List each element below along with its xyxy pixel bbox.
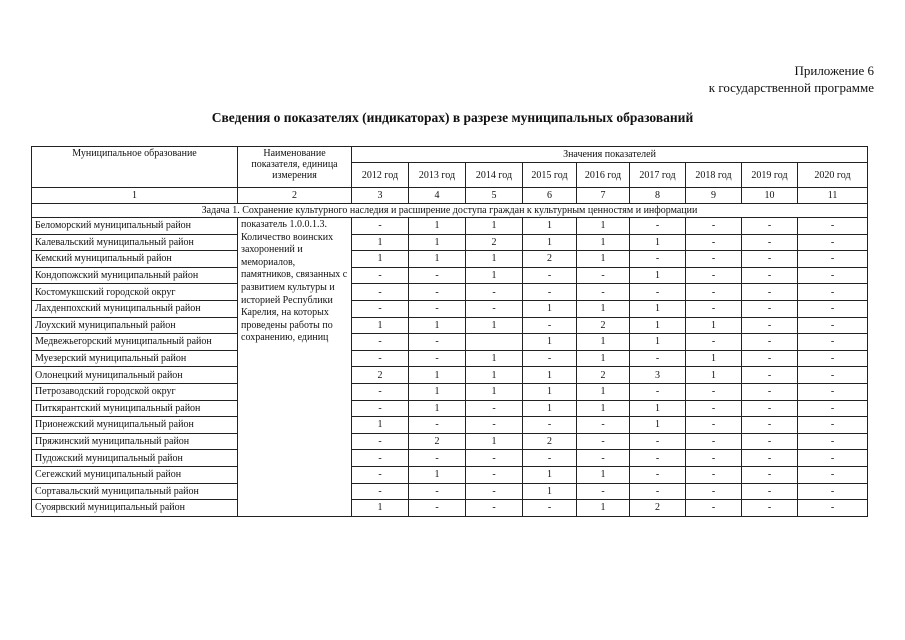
appendix-caption bbox=[709, 62, 874, 96]
value-cell: - bbox=[742, 466, 798, 483]
value-cell: - bbox=[577, 450, 630, 467]
value-cell: 1 bbox=[686, 350, 742, 367]
value-cell: - bbox=[352, 433, 409, 450]
value-cell: 1 bbox=[466, 251, 523, 268]
value-cell: 1 bbox=[352, 500, 409, 517]
value-cell: - bbox=[742, 300, 798, 317]
value-cell: - bbox=[686, 218, 742, 235]
value-cell: - bbox=[686, 284, 742, 301]
value-cell: 1 bbox=[523, 234, 577, 251]
value-cell: - bbox=[686, 251, 742, 268]
value-cell: 1 bbox=[523, 334, 577, 351]
column-number: 6 bbox=[523, 188, 577, 204]
value-cell: 1 bbox=[409, 234, 466, 251]
value-cell: - bbox=[630, 466, 686, 483]
municipality-name: Суоярвский муниципальный район bbox=[32, 500, 238, 517]
value-cell: - bbox=[742, 284, 798, 301]
value-cell: 1 bbox=[630, 400, 686, 417]
value-cell: - bbox=[352, 218, 409, 235]
header-values: Значения показателей bbox=[352, 147, 868, 163]
municipality-name: Питкярантский муниципальный район bbox=[32, 400, 238, 417]
value-cell: - bbox=[630, 433, 686, 450]
year-header: 2014 год bbox=[466, 163, 523, 188]
value-cell: - bbox=[630, 251, 686, 268]
value-cell: 1 bbox=[352, 317, 409, 334]
value-cell: 1 bbox=[352, 417, 409, 434]
column-number: 3 bbox=[352, 188, 409, 204]
value-cell: 1 bbox=[466, 433, 523, 450]
value-cell: - bbox=[466, 466, 523, 483]
table-row bbox=[32, 433, 868, 450]
value-cell: - bbox=[686, 383, 742, 400]
municipality-name: Олонецкий муниципальный район bbox=[32, 367, 238, 384]
value-cell: 1 bbox=[409, 317, 466, 334]
document-title: Сведения о показателях (индикаторах) в разрезе муниципальных образований bbox=[211, 110, 694, 125]
value-cell: - bbox=[523, 284, 577, 301]
municipality-name: Пудожский муниципальный район bbox=[32, 450, 238, 467]
value-cell: - bbox=[686, 483, 742, 500]
value-cell: - bbox=[742, 317, 798, 334]
value-cell: - bbox=[742, 450, 798, 467]
value-cell: - bbox=[466, 500, 523, 517]
value-cell: - bbox=[686, 400, 742, 417]
value-cell: - bbox=[630, 218, 686, 235]
value-cell: 1 bbox=[523, 400, 577, 417]
value-cell: - bbox=[742, 234, 798, 251]
value-cell: - bbox=[523, 350, 577, 367]
value-cell: - bbox=[798, 433, 868, 450]
value-cell: - bbox=[352, 350, 409, 367]
value-cell: - bbox=[409, 267, 466, 284]
value-cell: - bbox=[466, 417, 523, 434]
column-number: 10 bbox=[742, 188, 798, 204]
value-cell: 1 bbox=[523, 466, 577, 483]
value-cell: - bbox=[466, 400, 523, 417]
table-row bbox=[32, 367, 868, 384]
value-cell: - bbox=[523, 500, 577, 517]
municipality-name: Лоухский муниципальный район bbox=[32, 317, 238, 334]
municipality-name: Беломорский муниципальный район bbox=[32, 218, 238, 235]
value-cell: 1 bbox=[523, 483, 577, 500]
value-cell: - bbox=[742, 383, 798, 400]
year-header: 2015 год bbox=[523, 163, 577, 188]
column-number: 11 bbox=[798, 188, 868, 204]
column-number: 4 bbox=[409, 188, 466, 204]
municipality-name: Петрозаводский городской округ bbox=[32, 383, 238, 400]
value-cell: 1 bbox=[466, 317, 523, 334]
value-cell: - bbox=[798, 267, 868, 284]
value-cell: 1 bbox=[466, 383, 523, 400]
value-cell: - bbox=[466, 300, 523, 317]
year-header: 2012 год bbox=[352, 163, 409, 188]
year-header: 2018 год bbox=[686, 163, 742, 188]
table-row bbox=[32, 218, 868, 235]
task-title: Задача 1. Сохранение культурного наследия и расширение доступа граждан к культурным ценностям и информации bbox=[32, 204, 868, 218]
header-row bbox=[32, 147, 868, 163]
table-row bbox=[32, 450, 868, 467]
indicators-table bbox=[31, 146, 868, 517]
value-cell: - bbox=[686, 334, 742, 351]
value-cell: - bbox=[686, 466, 742, 483]
year-header: 2020 год bbox=[798, 163, 868, 188]
value-cell: - bbox=[798, 466, 868, 483]
value-cell: 2 bbox=[577, 317, 630, 334]
value-cell: - bbox=[466, 284, 523, 301]
value-cell: - bbox=[686, 417, 742, 434]
column-number: 7 bbox=[577, 188, 630, 204]
value-cell: - bbox=[352, 267, 409, 284]
column-number: 5 bbox=[466, 188, 523, 204]
value-cell: 1 bbox=[466, 267, 523, 284]
value-cell: - bbox=[352, 300, 409, 317]
value-cell: - bbox=[577, 433, 630, 450]
column-number: 9 bbox=[686, 188, 742, 204]
value-cell: - bbox=[630, 450, 686, 467]
header-indicator-name: Наименование показателя, единица измерения bbox=[238, 147, 352, 188]
value-cell: - bbox=[352, 284, 409, 301]
value-cell: - bbox=[798, 317, 868, 334]
value-cell: 2 bbox=[352, 367, 409, 384]
table-row bbox=[32, 267, 868, 284]
value-cell: - bbox=[466, 483, 523, 500]
value-cell: 1 bbox=[577, 234, 630, 251]
table-row bbox=[32, 234, 868, 251]
value-cell: - bbox=[686, 300, 742, 317]
municipality-name: Лахденпохский муниципальный район bbox=[32, 300, 238, 317]
value-cell: - bbox=[798, 367, 868, 384]
appendix-number: Приложение 6 bbox=[794, 63, 874, 78]
value-cell: 1 bbox=[577, 334, 630, 351]
value-cell: - bbox=[577, 267, 630, 284]
value-cell: - bbox=[742, 433, 798, 450]
value-cell: - bbox=[686, 450, 742, 467]
value-cell: 1 bbox=[466, 350, 523, 367]
value-cell: - bbox=[630, 284, 686, 301]
value-cell: - bbox=[523, 267, 577, 284]
value-cell: 1 bbox=[523, 218, 577, 235]
table-row bbox=[32, 251, 868, 268]
value-cell: 1 bbox=[409, 367, 466, 384]
value-cell: - bbox=[630, 350, 686, 367]
value-cell: 3 bbox=[630, 367, 686, 384]
municipality-name: Кемский муниципальный район bbox=[32, 251, 238, 268]
value-cell: - bbox=[742, 367, 798, 384]
value-cell: - bbox=[409, 300, 466, 317]
column-number: 1 bbox=[32, 188, 238, 204]
year-header: 2019 год bbox=[742, 163, 798, 188]
value-cell: 1 bbox=[352, 234, 409, 251]
value-cell: 1 bbox=[630, 417, 686, 434]
value-cell: 1 bbox=[409, 218, 466, 235]
value-cell: - bbox=[630, 383, 686, 400]
municipality-name: Медвежьегорский муниципальный район bbox=[32, 334, 238, 351]
municipality-name: Муезерский муниципальный район bbox=[32, 350, 238, 367]
value-cell: 1 bbox=[630, 334, 686, 351]
value-cell: - bbox=[742, 417, 798, 434]
value-cell: 2 bbox=[577, 367, 630, 384]
value-cell: 1 bbox=[352, 251, 409, 268]
value-cell: 1 bbox=[630, 267, 686, 284]
value-cell: - bbox=[798, 334, 868, 351]
value-cell: 1 bbox=[577, 383, 630, 400]
municipality-name: Костомукшский городской округ bbox=[32, 284, 238, 301]
value-cell: - bbox=[742, 267, 798, 284]
value-cell: - bbox=[352, 450, 409, 467]
value-cell: 2 bbox=[630, 500, 686, 517]
table-row bbox=[32, 334, 868, 351]
municipality-name: Сегежский муниципальный район bbox=[32, 466, 238, 483]
column-numbers-row bbox=[32, 188, 868, 204]
municipality-name: Кондопожский муниципальный район bbox=[32, 267, 238, 284]
table-row bbox=[32, 483, 868, 500]
value-cell: - bbox=[742, 334, 798, 351]
value-cell: - bbox=[798, 383, 868, 400]
value-cell: - bbox=[742, 483, 798, 500]
value-cell: - bbox=[686, 500, 742, 517]
table-row bbox=[32, 350, 868, 367]
table-row bbox=[32, 284, 868, 301]
header-municipality: Муниципальное образование bbox=[32, 147, 238, 188]
column-number: 2 bbox=[238, 188, 352, 204]
value-cell: - bbox=[352, 400, 409, 417]
column-number: 8 bbox=[630, 188, 686, 204]
value-cell: - bbox=[409, 450, 466, 467]
value-cell: 1 bbox=[577, 300, 630, 317]
appendix-reference: к государственной программе bbox=[708, 80, 874, 95]
year-header: 2016 год bbox=[577, 163, 630, 188]
value-cell: - bbox=[577, 284, 630, 301]
value-cell: 1 bbox=[577, 400, 630, 417]
table-row bbox=[32, 466, 868, 483]
value-cell: - bbox=[798, 500, 868, 517]
value-cell: 1 bbox=[630, 234, 686, 251]
value-cell: - bbox=[742, 400, 798, 417]
value-cell: - bbox=[523, 317, 577, 334]
value-cell: - bbox=[352, 334, 409, 351]
value-cell: 1 bbox=[409, 400, 466, 417]
value-cell: 1 bbox=[577, 350, 630, 367]
value-cell: - bbox=[798, 400, 868, 417]
value-cell: - bbox=[686, 433, 742, 450]
value-cell: - bbox=[798, 350, 868, 367]
value-cell: - bbox=[409, 417, 466, 434]
value-cell: 1 bbox=[466, 367, 523, 384]
value-cell: 1 bbox=[577, 251, 630, 268]
value-cell: 1 bbox=[686, 317, 742, 334]
value-cell: 1 bbox=[523, 367, 577, 384]
value-cell: - bbox=[352, 383, 409, 400]
value-cell: - bbox=[742, 218, 798, 235]
value-cell: - bbox=[409, 350, 466, 367]
value-cell: - bbox=[798, 234, 868, 251]
value-cell: - bbox=[577, 417, 630, 434]
value-cell: 1 bbox=[409, 251, 466, 268]
value-cell: - bbox=[409, 334, 466, 351]
value-cell: - bbox=[352, 466, 409, 483]
value-cell: 2 bbox=[523, 251, 577, 268]
value-cell: 1 bbox=[577, 218, 630, 235]
table-row bbox=[32, 400, 868, 417]
table-row bbox=[32, 500, 868, 517]
value-cell: - bbox=[630, 483, 686, 500]
value-cell: - bbox=[523, 450, 577, 467]
value-cell: - bbox=[686, 267, 742, 284]
value-cell: 1 bbox=[630, 300, 686, 317]
municipality-name: Сортавальский муниципальный район bbox=[32, 483, 238, 500]
value-cell bbox=[466, 334, 523, 351]
value-cell: - bbox=[409, 284, 466, 301]
value-cell: - bbox=[742, 500, 798, 517]
municipality-name: Калевальский муниципальный район bbox=[32, 234, 238, 251]
task-row bbox=[32, 204, 868, 218]
table-row bbox=[32, 300, 868, 317]
value-cell: 1 bbox=[523, 383, 577, 400]
value-cell: - bbox=[523, 417, 577, 434]
value-cell: 2 bbox=[466, 234, 523, 251]
value-cell: - bbox=[409, 483, 466, 500]
value-cell: - bbox=[742, 251, 798, 268]
value-cell: 1 bbox=[630, 317, 686, 334]
value-cell: 2 bbox=[409, 433, 466, 450]
year-header: 2017 год bbox=[630, 163, 686, 188]
value-cell: 1 bbox=[577, 500, 630, 517]
table-row bbox=[32, 317, 868, 334]
indicator-name: показатель 1.0.0.1.3. Количество воинских захоронений и мемориалов, памятников, связанных с развитием культуры и историей Республики Карелия, на которых проведены работы по сохранению, единиц bbox=[238, 218, 352, 517]
value-cell: - bbox=[686, 234, 742, 251]
value-cell: 1 bbox=[577, 466, 630, 483]
value-cell: - bbox=[798, 218, 868, 235]
value-cell: - bbox=[798, 483, 868, 500]
municipality-name: Прионежский муниципальный район bbox=[32, 417, 238, 434]
table-body bbox=[32, 147, 868, 517]
value-cell: 1 bbox=[466, 218, 523, 235]
table-row bbox=[32, 383, 868, 400]
value-cell: 1 bbox=[409, 383, 466, 400]
value-cell: 1 bbox=[686, 367, 742, 384]
value-cell: - bbox=[577, 483, 630, 500]
value-cell: 1 bbox=[409, 466, 466, 483]
value-cell: - bbox=[352, 483, 409, 500]
value-cell: 2 bbox=[523, 433, 577, 450]
value-cell: 1 bbox=[523, 300, 577, 317]
year-header: 2013 год bbox=[409, 163, 466, 188]
value-cell: - bbox=[798, 284, 868, 301]
value-cell: - bbox=[466, 450, 523, 467]
value-cell: - bbox=[798, 251, 868, 268]
value-cell: - bbox=[798, 300, 868, 317]
value-cell: - bbox=[742, 350, 798, 367]
value-cell: - bbox=[409, 500, 466, 517]
municipality-name: Пряжинский муниципальный район bbox=[32, 433, 238, 450]
value-cell: - bbox=[798, 450, 868, 467]
table-row bbox=[32, 417, 868, 434]
value-cell: - bbox=[798, 417, 868, 434]
